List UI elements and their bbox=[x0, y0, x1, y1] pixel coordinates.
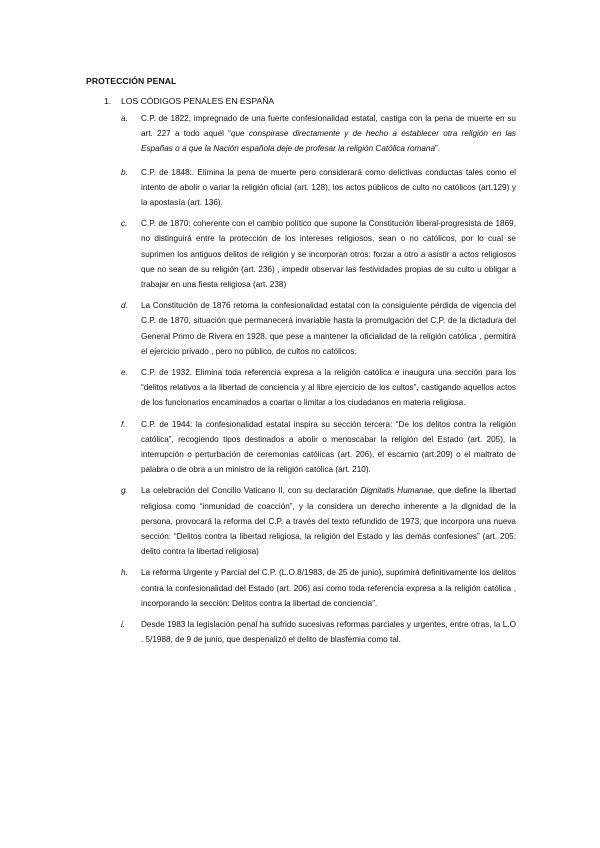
item-letter: f. bbox=[121, 419, 126, 429]
section-heading bbox=[104, 96, 274, 106]
list-item bbox=[122, 417, 516, 478]
item-text bbox=[141, 165, 516, 211]
item-text bbox=[141, 483, 516, 559]
item-text bbox=[141, 111, 516, 157]
italic-title: Dignitatis Humanae bbox=[360, 486, 433, 496]
item-letter: e. bbox=[121, 368, 128, 378]
text-run: Desde 1983 la legislación penal ha sufrido sucesivas reformas parciales y urgentes, entre otras, la L.O . 5/1988, de 9 de junio, que despenalizó el delito de blasfemia como tal. bbox=[141, 620, 516, 645]
text-run: La celebración del Concilio Vaticano II, con su declaración bbox=[141, 486, 361, 496]
text-run: La Constitución de 1876 retoma la confesionalidad estatal con la consiguiente pérdida de vigencia del C.P. de 1870, situación que permanecerá invariable hasta la promulgación del C.P. de la dictadura del General Primo de Rivera en 1928, que pese a mantener la oficialidad de la religión católica , permitirá el ejercicio privado , pero no público, de cultos no católicos. bbox=[141, 301, 516, 356]
item-text bbox=[141, 417, 516, 478]
text-run: C.P. de 1944: la confesionalidad estatal inspira su sección tercera: “De los delitos contra la religión católica”, recogiendo tipos destinados a abolir o menoscabar la religión del Estado (art. 205), la interrupción o perturbación de ceremonias católicas (art. 206), el escarnio (art.209) o el maltrato de palabra o de obra a un ministro de la religión católica (art. 210). bbox=[141, 419, 516, 475]
item-letter: i. bbox=[121, 620, 126, 630]
italic-quote: que conspirase directamente y de hecho a establecer otra religión en las Españas o a que la Nación española deje de profesar la religión Católica romana bbox=[141, 129, 516, 154]
list-item bbox=[122, 365, 516, 411]
item-text bbox=[141, 365, 516, 411]
item-letter: g. bbox=[121, 486, 128, 496]
section-title: LOS CÓDIGOS PENALES EN ESPAÑA bbox=[121, 96, 275, 106]
list-item bbox=[122, 298, 516, 359]
page-title: PROTECCIÓN PENAL bbox=[86, 76, 177, 86]
text-run: C.P. de 1870: coherente con el cambio político que supone la Constitución liberal-progresista de 1869, no distinguirá entre la protección de los intereses religiosos, sean o no católicos, por lo cual se suprimen los antiguos delitos de religión y se incorporan otros: forzar a otro a asistir a actos religiosos que no sean de su religión (art. 236) , impedir observar las festividades propias de su culto u obligar a trabajar en una fiesta religiosa (art. 238) bbox=[141, 219, 516, 290]
item-letter: a. bbox=[121, 114, 128, 123]
item-letter: d. bbox=[121, 301, 128, 311]
penal-codes-list bbox=[122, 111, 516, 648]
item-text bbox=[141, 565, 516, 611]
text-run: C.P. de 1822, impregnado de una fuerte confesionalidad estatal, castiga con la pena de muerte en su art. 227 a todo aquél “ bbox=[141, 114, 516, 139]
item-letter: h. bbox=[121, 568, 128, 578]
text-run: , que define la libertad religiosa como “inmunidad de coacción”, y la considera un derecho inherente a la dignidad de la persona, provocará la reforma del C.P. a través del texto refundido de 1973, que incorpora una nueva sección: “Delitos contra la libertad religiosa, la religión del Estado y las demás confesiones” (art. 205: delito contra la libertad religiosa) bbox=[141, 486, 516, 557]
list-item bbox=[122, 617, 516, 647]
list-item bbox=[122, 165, 516, 211]
item-text bbox=[141, 617, 516, 647]
text-run: C.P. de 1848:. Elimina la pena de muerte pero considerará como delictivas conductas tales como el intento de abolir o variar la religión oficial (art. 128), los actos públicos de culto no católicos (art.129) y la apostasía (art. 136). bbox=[141, 167, 516, 208]
list-item bbox=[122, 565, 516, 611]
list-item bbox=[122, 111, 516, 157]
item-text bbox=[141, 216, 516, 292]
text-run: ”. bbox=[435, 144, 441, 154]
item-letter: b. bbox=[121, 167, 128, 177]
item-text bbox=[141, 298, 516, 359]
item-letter: c. bbox=[121, 219, 128, 229]
text-run: C.P. de 1932. Elimina toda referencia expresa a la religión católica e inaugura una sección para los “delitos relativos a la libertad de conciencia y al libre ejercicio de los cultos”, castigando aquellos actos de los funcionarios encaminados a coartar o limitar a los ciudadanos en materia religiosa. bbox=[141, 368, 516, 408]
section-number: 1. bbox=[104, 96, 112, 106]
list-item bbox=[122, 216, 516, 292]
list-item bbox=[122, 483, 516, 559]
text-run: La reforma Urgente y Parcial del C.P. (L.O.8/1983, de 25 de junio), suprimirá definitivamente los delitos contra la confesionalidad del Estado (art. 206) así como toda referencia expresa a la religión católica , incorporando la sección: Delitos contra la libertad de conciencia”. bbox=[141, 568, 516, 608]
